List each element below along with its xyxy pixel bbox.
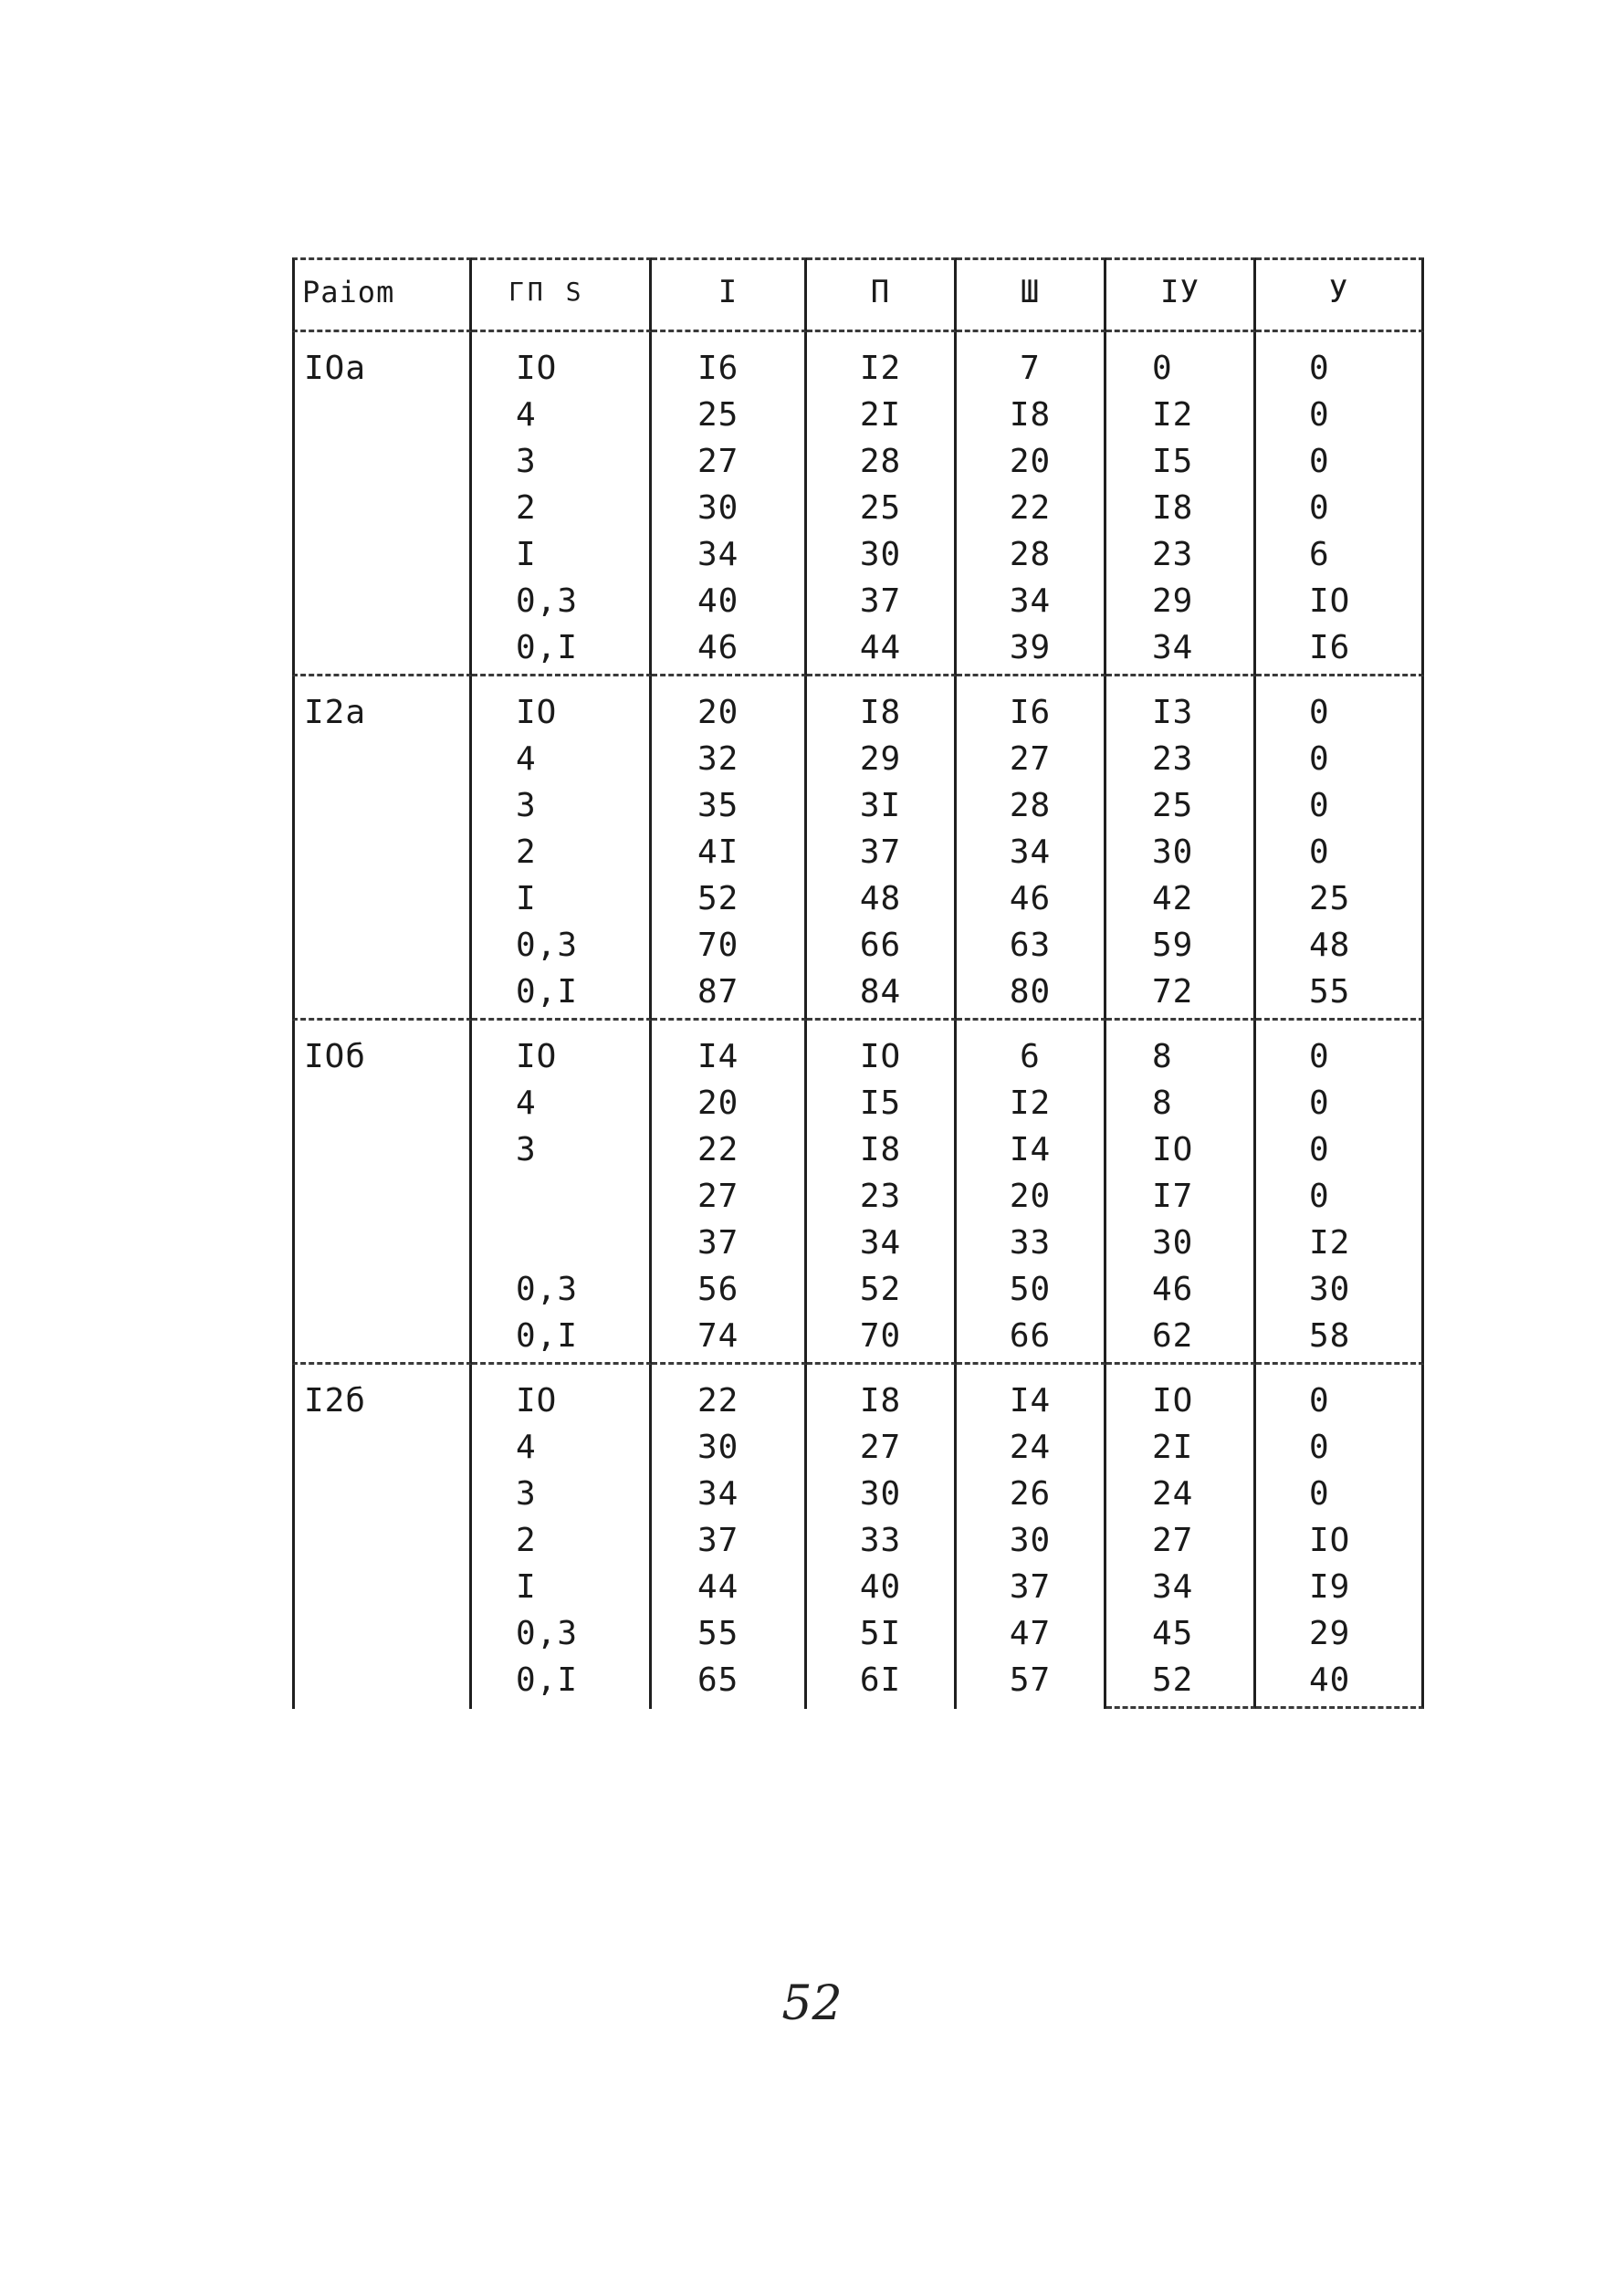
parameter-cell: 0,I xyxy=(472,624,652,676)
table-row xyxy=(292,1471,1424,1517)
value-cell: 0 xyxy=(1256,392,1424,438)
table-row xyxy=(292,1424,1424,1471)
value-cell: I2 xyxy=(957,1080,1106,1126)
table-row xyxy=(292,736,1424,782)
value-cell: I3 xyxy=(1106,676,1256,736)
parameter-cell: 0,I xyxy=(472,969,652,1021)
table-row xyxy=(292,1657,1424,1709)
group-label-cell xyxy=(292,1126,472,1173)
group-label-cell: IOa xyxy=(292,332,472,392)
value-cell: 28 xyxy=(957,531,1106,578)
parameter-cell: I xyxy=(472,1564,652,1610)
table-row xyxy=(292,1173,1424,1220)
value-cell: 37 xyxy=(807,829,957,875)
parameter-cell: 4 xyxy=(472,1424,652,1471)
group-label-cell xyxy=(292,1564,472,1610)
table-row xyxy=(292,922,1424,969)
value-cell: 30 xyxy=(652,485,807,531)
value-cell: 37 xyxy=(652,1517,807,1564)
table-row xyxy=(292,578,1424,624)
value-cell: 80 xyxy=(957,969,1106,1021)
value-cell: 70 xyxy=(652,922,807,969)
value-cell: 34 xyxy=(652,1471,807,1517)
group-label-cell xyxy=(292,829,472,875)
value-cell: 0 xyxy=(1256,1365,1424,1424)
value-cell: I2 xyxy=(1106,392,1256,438)
value-cell: I4 xyxy=(652,1021,807,1080)
value-cell: 35 xyxy=(652,782,807,829)
group-label-cell xyxy=(292,1220,472,1266)
parameter-cell: IO xyxy=(472,1021,652,1080)
value-cell: 0 xyxy=(1106,332,1256,392)
value-cell: I8 xyxy=(807,1365,957,1424)
group-label-cell xyxy=(292,531,472,578)
value-cell: I6 xyxy=(652,332,807,392)
value-cell: IO xyxy=(1106,1365,1256,1424)
value-cell: IO xyxy=(1256,578,1424,624)
parameter-cell: IO xyxy=(472,676,652,736)
parameter-cell: 4 xyxy=(472,392,652,438)
value-cell: 48 xyxy=(807,875,957,922)
value-cell: 0 xyxy=(1256,1424,1424,1471)
group-label-cell xyxy=(292,392,472,438)
value-cell: 0 xyxy=(1256,736,1424,782)
parameter-cell: I xyxy=(472,875,652,922)
value-cell: 47 xyxy=(957,1610,1106,1657)
header-cell: П xyxy=(807,257,957,332)
value-cell: 63 xyxy=(957,922,1106,969)
group-label-cell xyxy=(292,1266,472,1313)
value-cell: 34 xyxy=(957,829,1106,875)
value-cell: 32 xyxy=(652,736,807,782)
value-cell: 30 xyxy=(807,1471,957,1517)
value-cell: 29 xyxy=(1106,578,1256,624)
value-cell: 0 xyxy=(1256,676,1424,736)
value-cell: 34 xyxy=(957,578,1106,624)
parameter-cell: IO xyxy=(472,332,652,392)
value-cell: 40 xyxy=(652,578,807,624)
value-cell: IO xyxy=(807,1021,957,1080)
parameter-cell: 3 xyxy=(472,1126,652,1173)
table-row xyxy=(292,1080,1424,1126)
value-cell: 50 xyxy=(957,1266,1106,1313)
value-cell: I8 xyxy=(957,392,1106,438)
value-cell: 28 xyxy=(807,438,957,485)
table-row xyxy=(292,875,1424,922)
value-cell: 20 xyxy=(652,1080,807,1126)
value-cell: 66 xyxy=(807,922,957,969)
value-cell: 45 xyxy=(1106,1610,1256,1657)
group-label-cell xyxy=(292,1471,472,1517)
value-cell: 40 xyxy=(1256,1657,1424,1709)
value-cell: 37 xyxy=(652,1220,807,1266)
value-cell: 8 xyxy=(1106,1080,1256,1126)
value-cell: I4 xyxy=(957,1365,1106,1424)
group-label-cell xyxy=(292,1657,472,1709)
parameter-cell: 4 xyxy=(472,1080,652,1126)
table-row xyxy=(292,829,1424,875)
value-cell: 22 xyxy=(957,485,1106,531)
value-cell: 24 xyxy=(957,1424,1106,1471)
value-cell: I6 xyxy=(957,676,1106,736)
value-cell: 0 xyxy=(1256,1471,1424,1517)
table-row xyxy=(292,438,1424,485)
value-cell: 30 xyxy=(1256,1266,1424,1313)
value-cell: 27 xyxy=(1106,1517,1256,1564)
value-cell: 28 xyxy=(957,782,1106,829)
value-cell: 57 xyxy=(957,1657,1106,1709)
value-cell: 25 xyxy=(1256,875,1424,922)
value-cell: 26 xyxy=(957,1471,1106,1517)
value-cell: 0 xyxy=(1256,829,1424,875)
value-cell: 25 xyxy=(1106,782,1256,829)
value-cell: 46 xyxy=(957,875,1106,922)
header-cell: IУ xyxy=(1106,257,1256,332)
value-cell: 34 xyxy=(1106,624,1256,676)
value-cell: 30 xyxy=(807,531,957,578)
value-cell: 52 xyxy=(652,875,807,922)
group-label-cell xyxy=(292,1080,472,1126)
parameter-cell: 3 xyxy=(472,438,652,485)
table-row xyxy=(292,969,1424,1021)
value-cell: 30 xyxy=(957,1517,1106,1564)
group-label-cell xyxy=(292,1517,472,1564)
table-row xyxy=(292,1610,1424,1657)
value-cell: 62 xyxy=(1106,1313,1256,1365)
value-cell: 0 xyxy=(1256,1021,1424,1080)
value-cell: 58 xyxy=(1256,1313,1424,1365)
value-cell: 23 xyxy=(1106,736,1256,782)
group-label-cell xyxy=(292,1173,472,1220)
value-cell: 33 xyxy=(957,1220,1106,1266)
value-cell: 52 xyxy=(1106,1657,1256,1709)
parameter-cell: 0,3 xyxy=(472,578,652,624)
group-label-cell xyxy=(292,1313,472,1365)
parameter-cell: IO xyxy=(472,1365,652,1424)
value-cell: 39 xyxy=(957,624,1106,676)
parameter-cell xyxy=(472,1173,652,1220)
value-cell: 52 xyxy=(807,1266,957,1313)
value-cell: 44 xyxy=(807,624,957,676)
value-cell: 46 xyxy=(652,624,807,676)
value-cell: I8 xyxy=(1106,485,1256,531)
table-row xyxy=(292,332,1424,392)
value-cell: I4 xyxy=(957,1126,1106,1173)
value-cell: 20 xyxy=(957,1173,1106,1220)
value-cell: 44 xyxy=(652,1564,807,1610)
value-cell: 22 xyxy=(652,1365,807,1424)
group-label-cell xyxy=(292,969,472,1021)
table-row xyxy=(292,1126,1424,1173)
value-cell: 20 xyxy=(652,676,807,736)
value-cell: 30 xyxy=(1106,1220,1256,1266)
table-row xyxy=(292,1021,1424,1080)
table-row xyxy=(292,485,1424,531)
value-cell: 84 xyxy=(807,969,957,1021)
group-label-cell: I2б xyxy=(292,1365,472,1424)
value-cell: I7 xyxy=(1106,1173,1256,1220)
value-cell: 5I xyxy=(807,1610,957,1657)
table-row xyxy=(292,392,1424,438)
table-row xyxy=(292,624,1424,676)
value-cell: 37 xyxy=(807,578,957,624)
value-cell: 0 xyxy=(1256,1080,1424,1126)
header-cell: Paiom xyxy=(292,257,472,332)
header-cell: У xyxy=(1256,257,1424,332)
value-cell: 27 xyxy=(652,1173,807,1220)
value-cell: 46 xyxy=(1106,1266,1256,1313)
value-cell: 27 xyxy=(807,1424,957,1471)
value-cell: 24 xyxy=(1106,1471,1256,1517)
value-cell: 30 xyxy=(652,1424,807,1471)
table-row xyxy=(292,1266,1424,1313)
value-cell: 34 xyxy=(652,531,807,578)
parameter-cell: 0,3 xyxy=(472,1266,652,1313)
value-cell: 42 xyxy=(1106,875,1256,922)
group-label-cell xyxy=(292,624,472,676)
value-cell: 56 xyxy=(652,1266,807,1313)
value-cell: I5 xyxy=(1106,438,1256,485)
value-cell: 3I xyxy=(807,782,957,829)
value-cell: 66 xyxy=(957,1313,1106,1365)
value-cell: 25 xyxy=(652,392,807,438)
parameter-cell: 3 xyxy=(472,782,652,829)
value-cell: 40 xyxy=(807,1564,957,1610)
value-cell: 0 xyxy=(1256,1126,1424,1173)
value-cell: 23 xyxy=(807,1173,957,1220)
value-cell: 0 xyxy=(1256,782,1424,829)
value-cell: 29 xyxy=(1256,1610,1424,1657)
value-cell: 20 xyxy=(957,438,1106,485)
value-cell: I2 xyxy=(807,332,957,392)
value-cell: 0 xyxy=(1256,1173,1424,1220)
table-row xyxy=(292,782,1424,829)
header-cell: Ш xyxy=(957,257,1106,332)
value-cell: 6I xyxy=(807,1657,957,1709)
value-cell: 29 xyxy=(807,736,957,782)
table-row xyxy=(292,531,1424,578)
parameter-cell: 2 xyxy=(472,485,652,531)
header-cell: I xyxy=(652,257,807,332)
table-row xyxy=(292,1517,1424,1564)
parameter-cell: 3 xyxy=(472,1471,652,1517)
value-cell: 22 xyxy=(652,1126,807,1173)
group-label-cell xyxy=(292,1424,472,1471)
value-cell: 0 xyxy=(1256,332,1424,392)
value-cell: 33 xyxy=(807,1517,957,1564)
value-cell: 70 xyxy=(807,1313,957,1365)
group-label-cell xyxy=(292,782,472,829)
group-label-cell xyxy=(292,736,472,782)
value-cell: 6 xyxy=(957,1021,1106,1080)
value-cell: 48 xyxy=(1256,922,1424,969)
group-label-cell xyxy=(292,578,472,624)
value-cell: 8 xyxy=(1106,1021,1256,1080)
value-cell: 87 xyxy=(652,969,807,1021)
value-cell: 4I xyxy=(652,829,807,875)
value-cell: 25 xyxy=(807,485,957,531)
group-label-cell xyxy=(292,485,472,531)
parameter-cell: 0,3 xyxy=(472,922,652,969)
value-cell: 0 xyxy=(1256,438,1424,485)
parameter-cell: 0,3 xyxy=(472,1610,652,1657)
value-cell: 2I xyxy=(807,392,957,438)
parameter-cell: 0,I xyxy=(472,1657,652,1709)
group-label-cell: IОб xyxy=(292,1021,472,1080)
value-cell: 7 xyxy=(957,332,1106,392)
value-cell: 0 xyxy=(1256,485,1424,531)
value-cell: 27 xyxy=(652,438,807,485)
parameter-cell xyxy=(472,1220,652,1266)
parameter-cell: I xyxy=(472,531,652,578)
parameter-cell: 0,I xyxy=(472,1313,652,1365)
parameter-cell: 4 xyxy=(472,736,652,782)
header-cell: ГП S xyxy=(472,257,652,332)
value-cell: 2I xyxy=(1106,1424,1256,1471)
value-cell: 55 xyxy=(1256,969,1424,1021)
value-cell: 34 xyxy=(807,1220,957,1266)
value-cell: I9 xyxy=(1256,1564,1424,1610)
value-cell: I5 xyxy=(807,1080,957,1126)
value-cell: I6 xyxy=(1256,624,1424,676)
value-cell: 27 xyxy=(957,736,1106,782)
value-cell: IO xyxy=(1106,1126,1256,1173)
parameter-cell: 2 xyxy=(472,829,652,875)
data-table xyxy=(292,257,1424,1709)
value-cell: 72 xyxy=(1106,969,1256,1021)
value-cell: 55 xyxy=(652,1610,807,1657)
value-cell: 65 xyxy=(652,1657,807,1709)
table-row xyxy=(292,676,1424,736)
value-cell: 34 xyxy=(1106,1564,1256,1610)
value-cell: 30 xyxy=(1106,829,1256,875)
page-number: 52 xyxy=(781,1976,843,2031)
value-cell: 59 xyxy=(1106,922,1256,969)
parameter-cell: 2 xyxy=(472,1517,652,1564)
value-cell: I8 xyxy=(807,1126,957,1173)
table-row xyxy=(292,1365,1424,1424)
table-header xyxy=(292,257,1424,332)
value-cell: 23 xyxy=(1106,531,1256,578)
table-body xyxy=(292,332,1424,1709)
value-cell: IO xyxy=(1256,1517,1424,1564)
table-row xyxy=(292,1313,1424,1365)
group-label-cell xyxy=(292,1610,472,1657)
group-label-cell xyxy=(292,922,472,969)
value-cell: I2 xyxy=(1256,1220,1424,1266)
group-label-cell xyxy=(292,438,472,485)
value-cell: 74 xyxy=(652,1313,807,1365)
table-row xyxy=(292,1564,1424,1610)
value-cell: 37 xyxy=(957,1564,1106,1610)
group-label-cell: I2a xyxy=(292,676,472,736)
value-cell: I8 xyxy=(807,676,957,736)
table-row xyxy=(292,1220,1424,1266)
group-label-cell xyxy=(292,875,472,922)
value-cell: 6 xyxy=(1256,531,1424,578)
